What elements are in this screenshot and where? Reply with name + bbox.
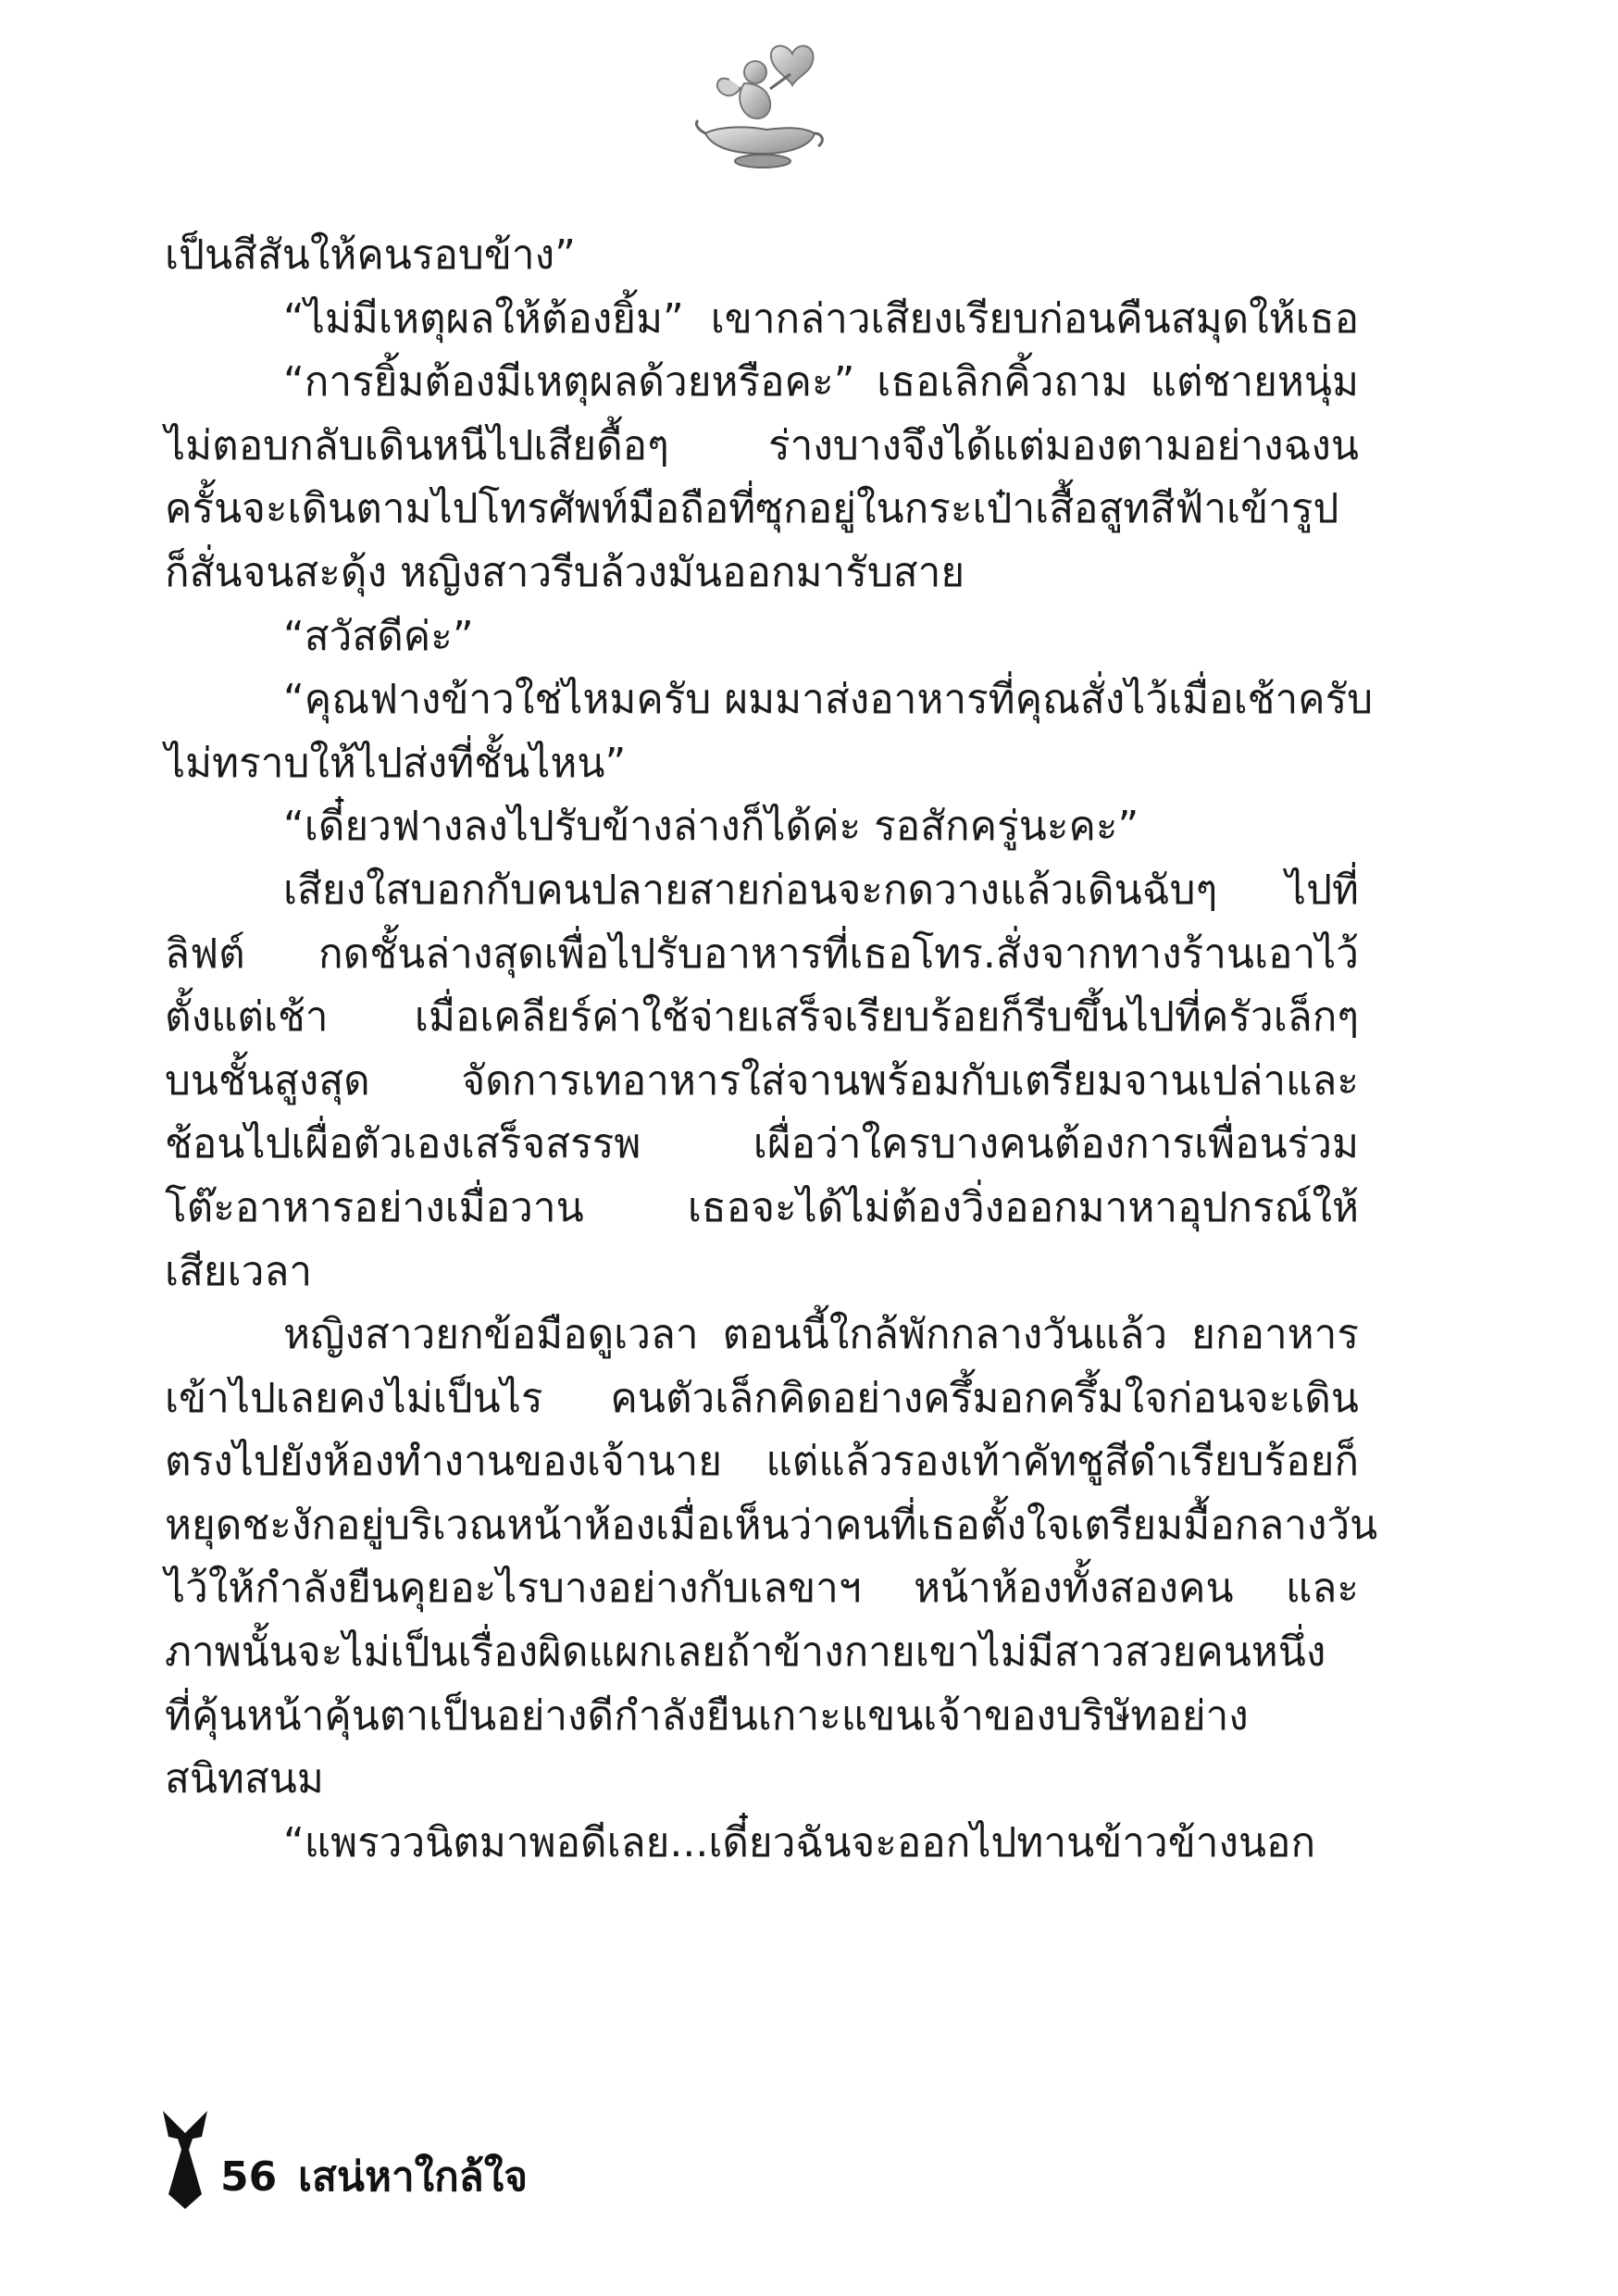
text-line: โต๊ะอาหารอย่างเมื่อวาน เธอจะได้ไม่ต้องวิ่งออกมาหาอุปกรณ์ให้ [165,1183,1359,1231]
text-line: “สวัสดีค่ะ” [283,612,474,660]
text-line: ช้อนไปเผื่อตัวเองเสร็จสรรพ เผื่อว่าใครบางคนต้องการเพื่อนร่วม [165,1120,1359,1168]
necktie-icon [159,2109,211,2211]
text-line: หยุดชะงักอยู่บริเวณหน้าห้องเมื่อเห็นว่าคนที่เธอตั้งใจเตรียมมื้อกลางวัน [165,1501,1378,1549]
text-line: “เดี๋ยวฟางลงไปรับข้างล่างก็ได้ค่ะ รอสักครู่นะคะ” [283,803,1139,851]
text-line: ไม่ทราบให้ไปส่งที่ชั้นไหน” [165,739,627,787]
body-text [165,224,1378,1875]
text-line: หญิงสาวยกข้อมือดูเวลา ตอนนี้ใกล้พักกลางวันแล้ว ยกอาหาร [283,1311,1359,1359]
text-line: “แพรววนิตมาพอดีเลย...เดี๋ยวฉันจะออกไปทานข้าวข้างนอก [283,1818,1316,1866]
text-line: ไว้ให้กำลังยืนคุยอะไรบางอย่างกับเลขาฯ หน้าห้องทั้งสองคน และ [165,1565,1359,1613]
text-line: เสียงใสบอกกับคนปลายสายก่อนจะกดวางแล้วเดินฉับๆ ไปที่ [283,866,1359,914]
text-line: ตรงไปยังห้องทำงานของเจ้านาย แต่แล้วรองเท้าคัทชูสีดำเรียบร้อยก็ [165,1438,1359,1486]
text-line: ครั้นจะเดินตามไปโทรศัพท์มือถือที่ซุกอยู่ในกระเป๋าเสื้อสูทสีฟ้าเข้ารูป [165,485,1339,533]
text-line: บนชั้นสูงสุด จัดการเทอาหารใส่จานพร้อมกับเตรียมจานเปล่าและ [165,1056,1359,1104]
page-footer [159,2109,807,2211]
text-line: เสียเวลา [165,1247,313,1295]
text-line: ลิฟต์ กดชั้นล่างสุดเพื่อไปรับอาหารที่เธอโทร.สั่งจากทางร้านเอาไว้ [165,930,1359,978]
text-line: ตั้งแต่เช้า เมื่อเคลียร์ค่าใช้จ่ายเสร็จเรียบร้อยก็รีบขึ้นไปที่ครัวเล็กๆ [165,993,1359,1042]
text-line: ภาพนั้นจะไม่เป็นเรื่องผิดแผกเลยถ้าข้างกายเขาไม่มีสาวสวยคนหนึ่ง [165,1628,1326,1677]
cupid-lamp-icon [692,37,831,176]
text-line: ที่คุ้นหน้าคุ้นตาเป็นอย่างดีกำลังยืนเกาะแขนเจ้าของบริษัทอย่าง [165,1691,1249,1740]
text-line: เป็นสีสันให้คนรอบข้าง” [165,231,576,279]
page-number: 56 [220,2153,278,2201]
text-line: “คุณฟางข้าวใช่ไหมครับ ผมมาส่งอาหารที่คุณสั่งไว้เมื่อเช้าครับ [283,676,1374,724]
text-line: ก็สั่นจนสะดุ้ง หญิงสาวรีบล้วงมันออกมารับสาย [165,548,965,596]
text-line: “การยิ้มต้องมีเหตุผลด้วยหรือคะ” เธอเลิกคิ้วถาม แต่ชายหนุ่ม [283,358,1359,406]
text-line: ไม่ตอบกลับเดินหนีไปเสียดื้อๆ ร่างบางจึงได้แต่มองตามอย่างฉงน [165,421,1359,469]
text-line: “ไม่มีเหตุผลให้ต้องยิ้ม” เขากล่าวเสียงเรียบก่อนคืนสมุดให้เธอ [283,294,1359,343]
book-title: เสน่หาใกล้ใจ [298,2153,529,2201]
text-line: เข้าไปเลยคงไม่เป็นไร คนตัวเล็กคิดอย่างครึ้มอกครึ้มใจก่อนจะเดิน [165,1374,1359,1422]
text-line: สนิทสนม [165,1755,324,1803]
